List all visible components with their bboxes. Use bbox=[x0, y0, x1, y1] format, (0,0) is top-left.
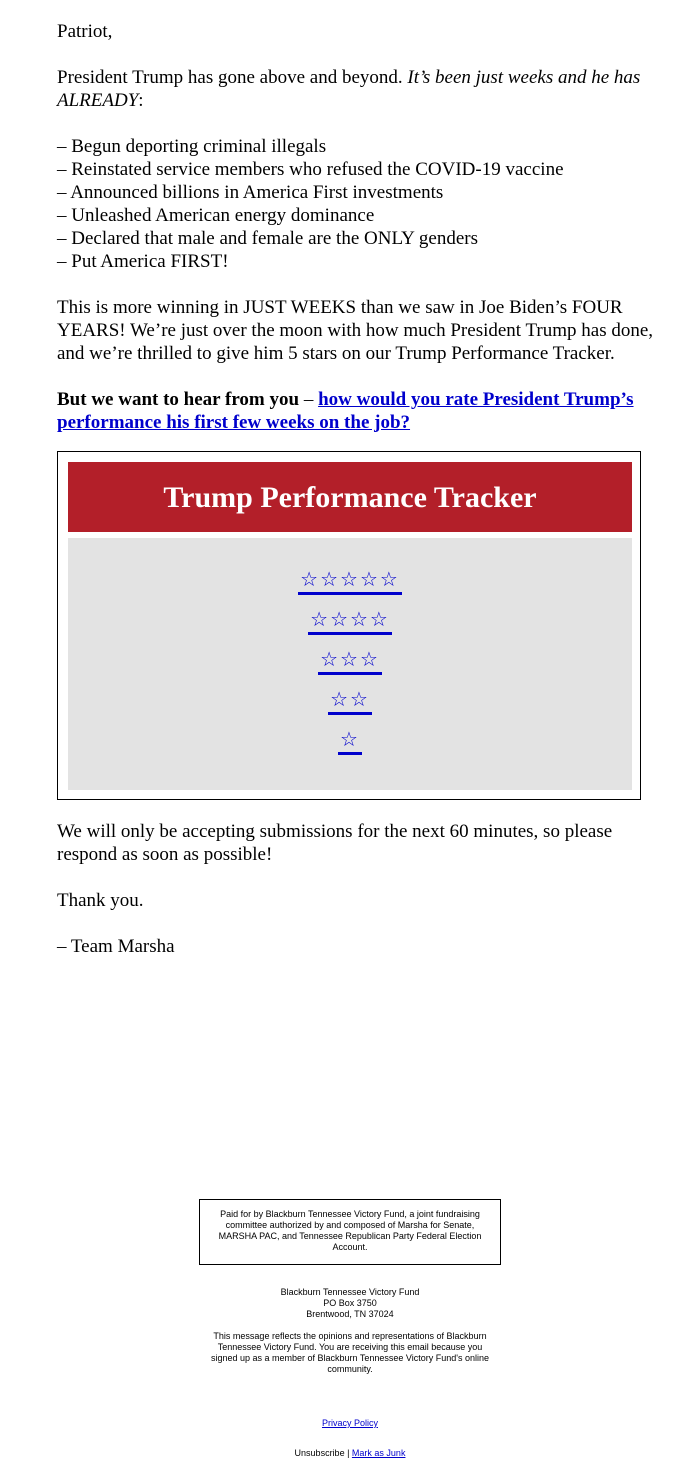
rating-2-stars-link[interactable]: ☆☆ bbox=[328, 688, 372, 715]
rating-5-stars-link[interactable]: ☆☆☆☆☆ bbox=[298, 568, 402, 595]
opinions-notice: This message reflects the opinions and representations of Blackburn Tennessee Victory Fund. You are receiving this email because you signed up as a member of Blackburn Tennessee Victory Fund's online community. bbox=[210, 1331, 490, 1374]
greeting: Patriot, bbox=[57, 21, 113, 42]
email-body bbox=[57, 20, 657, 958]
paid-for-disclaimer: Paid for by Blackburn Tennessee Victory Fund, a joint fundraising committee authorized by and composed of Marsha for Senate, MARSHA PAC, and Tennessee Republican Party Federal Election Account. bbox=[199, 1199, 501, 1265]
accomplishments-list bbox=[57, 135, 657, 273]
performance-tracker bbox=[57, 451, 641, 800]
rating-row-1 bbox=[68, 728, 632, 755]
mark-as-junk-link[interactable]: Mark as Junk bbox=[351, 1448, 406, 1458]
org-name: Blackburn Tennessee Victory Fund bbox=[280, 1287, 420, 1297]
list-item: – Declared that male and female are the ONLY genders bbox=[57, 228, 478, 249]
winning-paragraph: This is more winning in JUST WEEKS than we saw in Joe Biden’s FOUR YEARS! We’re just over the moon with how much President Trump has done, and we’re thrilled to give him 5 stars on our Trump Performance Tracker. bbox=[57, 297, 654, 364]
rating-row-5 bbox=[68, 568, 632, 595]
tracker-title: Trump Performance Tracker bbox=[163, 480, 537, 514]
rating-row-2 bbox=[68, 688, 632, 715]
intro-italic-text: It’s been just weeks and he has ALREADY bbox=[57, 67, 641, 111]
rating-4-stars-link[interactable]: ☆☆☆☆ bbox=[308, 608, 392, 635]
list-item: – Begun deporting criminal illegals bbox=[57, 136, 327, 157]
signature: – Team Marsha bbox=[57, 936, 175, 957]
tracker-ratings bbox=[68, 538, 632, 790]
rating-1-star-link[interactable]: ☆ bbox=[338, 728, 362, 755]
rating-3-stars-link[interactable]: ☆☆☆ bbox=[318, 648, 382, 675]
list-item: – Reinstated service members who refused the COVID-19 vaccine bbox=[57, 159, 564, 180]
thanks-text: Thank you. bbox=[57, 890, 144, 911]
intro-colon: : bbox=[138, 90, 144, 111]
ask-paragraph bbox=[57, 388, 657, 434]
rate-performance-link[interactable]: how would you rate President Trump’s performance his first few weeks on the job? bbox=[57, 389, 634, 433]
ask-dash: – bbox=[299, 389, 319, 410]
city-state-zip: Brentwood, TN 37024 bbox=[306, 1309, 394, 1319]
tracker-header bbox=[68, 462, 632, 532]
list-item: – Unleashed American energy dominance bbox=[57, 205, 375, 226]
list-item: – Announced billions in America First investments bbox=[57, 182, 444, 203]
unsubscribe-text[interactable]: Unsubscribe bbox=[294, 1448, 345, 1458]
mailing-address bbox=[0, 1287, 700, 1320]
list-item: – Put America FIRST! bbox=[57, 251, 229, 272]
ask-bold-text: But we want to hear from you bbox=[57, 389, 300, 410]
unsubscribe-row bbox=[0, 1448, 700, 1459]
intro-paragraph bbox=[57, 66, 657, 112]
privacy-row bbox=[0, 1418, 700, 1429]
privacy-policy-link[interactable]: Privacy Policy bbox=[321, 1418, 378, 1428]
closing-paragraph: We will only be accepting submissions for the next 60 minutes, so please respond as soon as possible! bbox=[57, 821, 613, 865]
intro-text: President Trump has gone above and beyond. bbox=[57, 67, 408, 88]
separator: | bbox=[344, 1448, 352, 1458]
rating-row-3 bbox=[68, 648, 632, 675]
rating-row-4 bbox=[68, 608, 632, 635]
po-box: PO Box 3750 bbox=[323, 1298, 377, 1308]
